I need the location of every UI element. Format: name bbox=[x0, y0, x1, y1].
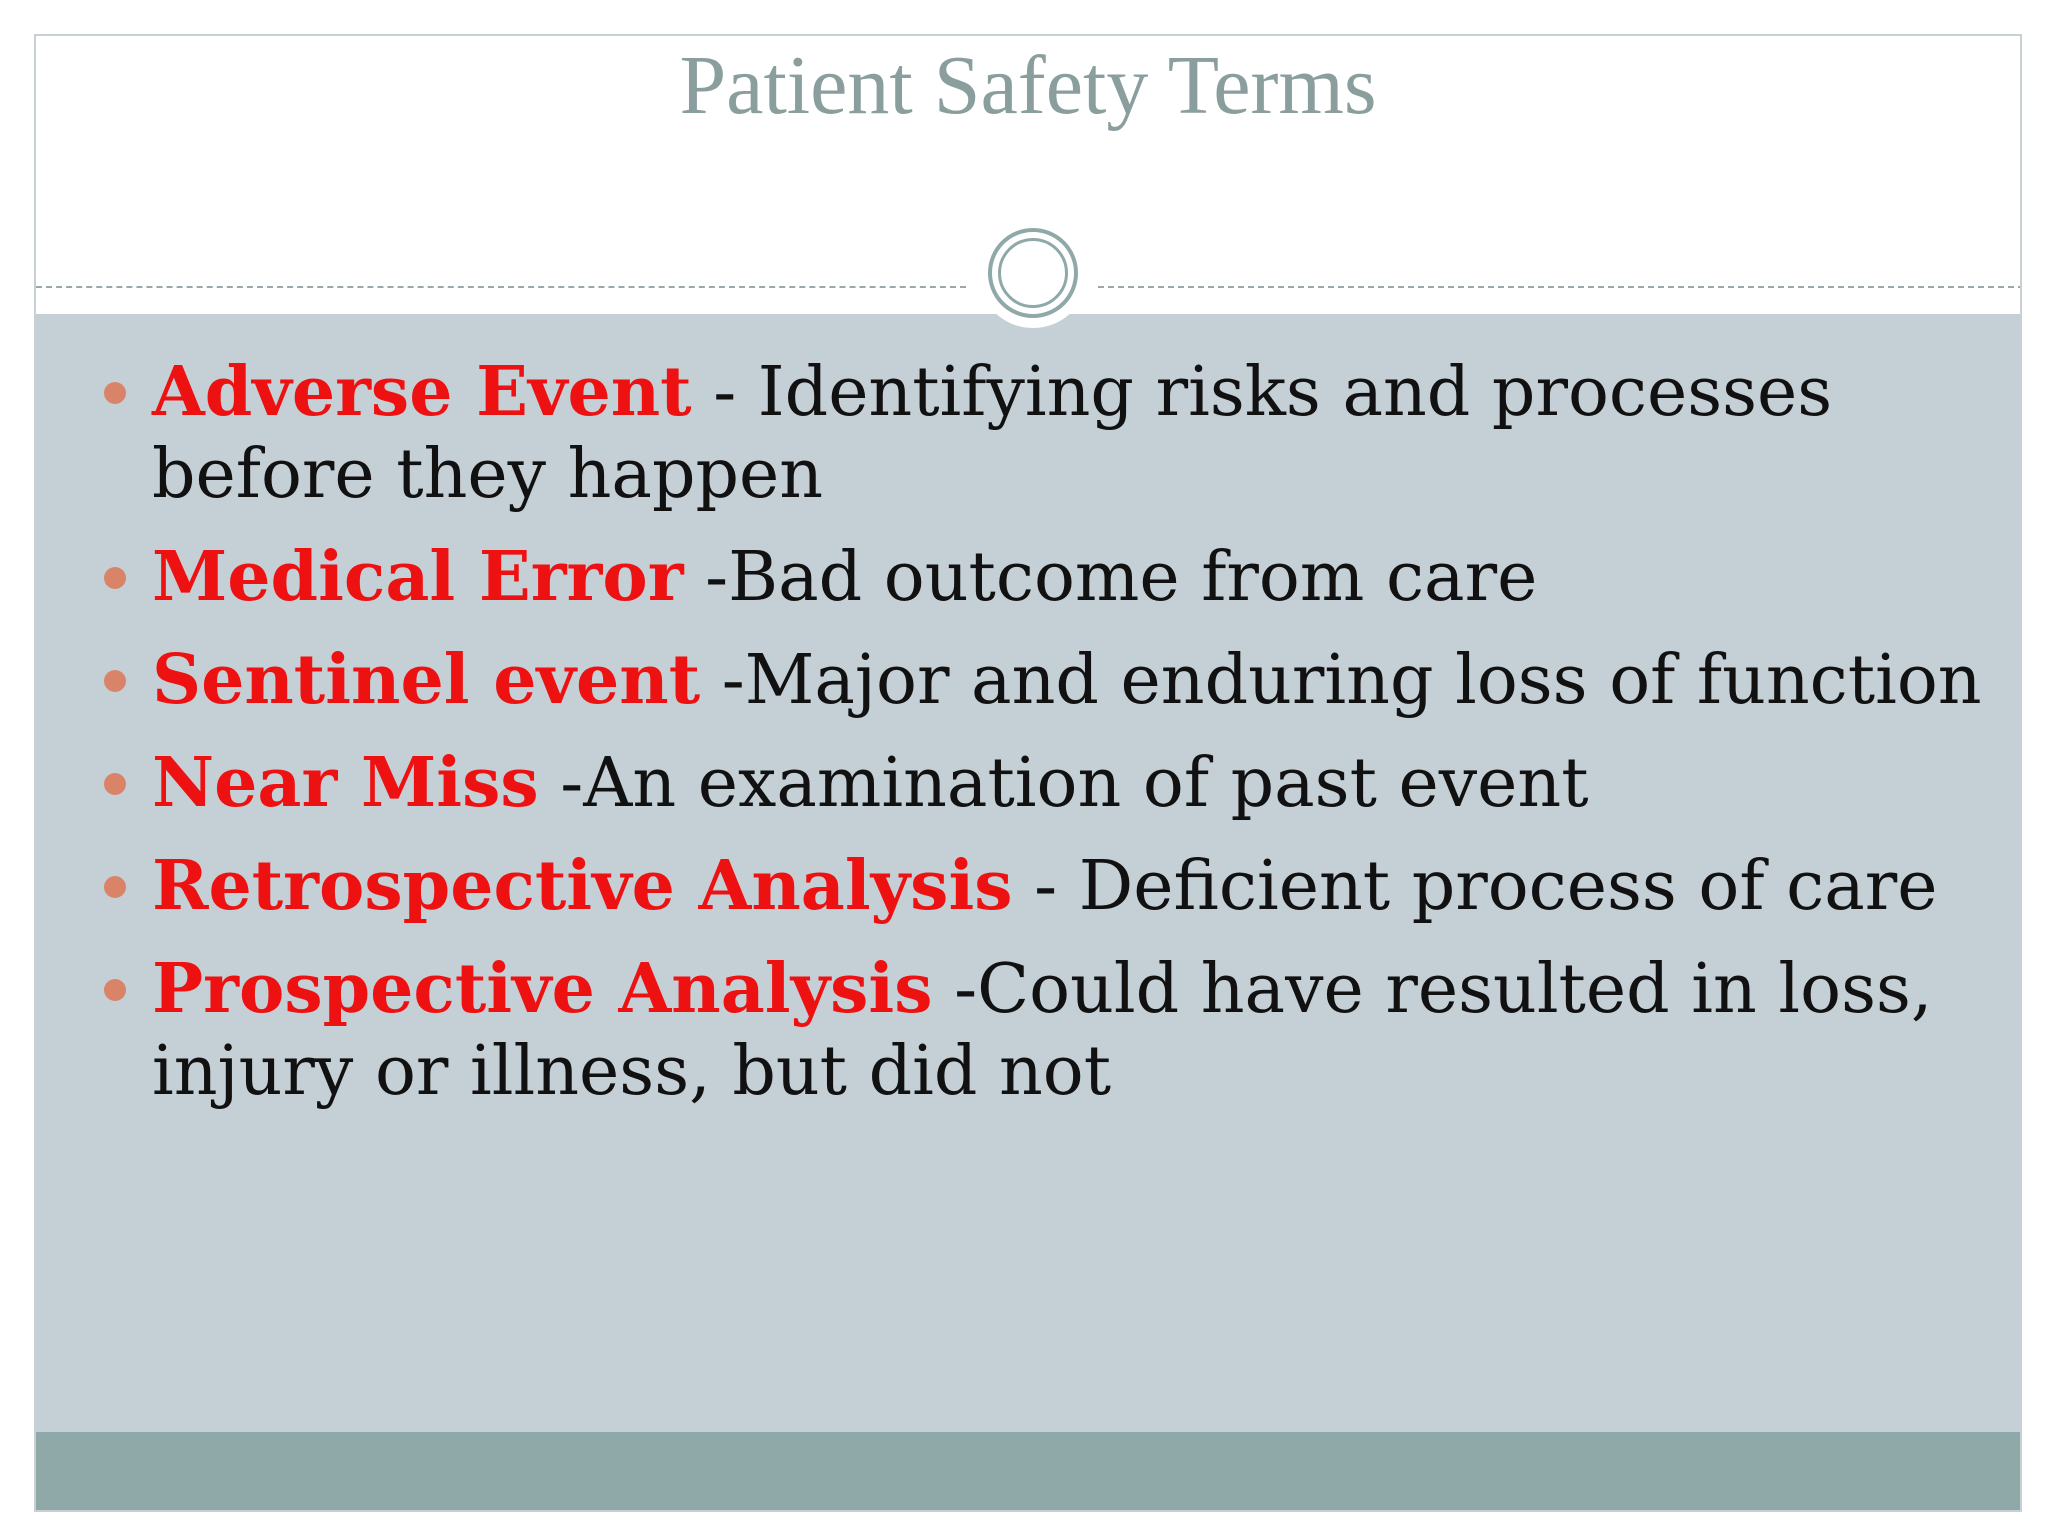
term-definition: -An examination of past event bbox=[538, 744, 1589, 823]
term-definition: - Identifying risks and processes before they happen bbox=[152, 353, 1833, 514]
bullet-icon bbox=[104, 773, 126, 795]
list-item bbox=[152, 845, 2012, 928]
slide bbox=[34, 34, 2022, 1512]
term-list bbox=[152, 351, 2012, 1133]
list-item bbox=[152, 742, 2012, 825]
bullet-icon bbox=[104, 382, 126, 404]
term-name: Sentinel event bbox=[152, 640, 701, 720]
title-divider-left bbox=[36, 286, 966, 288]
title-divider-right bbox=[1098, 286, 2022, 288]
term-definition: -Major and enduring loss of function bbox=[700, 641, 1982, 720]
term-name: Retrospective Analysis bbox=[152, 846, 1013, 926]
list-item bbox=[152, 948, 2012, 1113]
bullet-icon bbox=[104, 670, 126, 692]
divider-circle-icon bbox=[978, 218, 1088, 328]
footer-band bbox=[36, 1432, 2020, 1510]
bullet-icon bbox=[104, 876, 126, 898]
circle-ring bbox=[988, 228, 1078, 318]
term-name: Prospective Analysis bbox=[152, 949, 933, 1029]
circle-inner-ring bbox=[998, 238, 1068, 308]
term-name: Adverse Event bbox=[152, 352, 692, 432]
term-definition: -Could have resulted in loss, injury or illness, but did not bbox=[152, 950, 1933, 1111]
term-name: Medical Error bbox=[152, 537, 684, 617]
slide-title: Patient Safety Terms bbox=[679, 39, 1377, 132]
bullet-icon bbox=[104, 567, 126, 589]
term-definition: -Bad outcome from care bbox=[683, 538, 1538, 617]
bullet-icon bbox=[104, 979, 126, 1001]
list-item bbox=[152, 536, 2012, 619]
list-item bbox=[152, 639, 2012, 722]
term-definition: - Deficient process of care bbox=[1012, 847, 1938, 926]
term-name: Near Miss bbox=[152, 743, 539, 823]
list-item bbox=[152, 351, 2012, 516]
